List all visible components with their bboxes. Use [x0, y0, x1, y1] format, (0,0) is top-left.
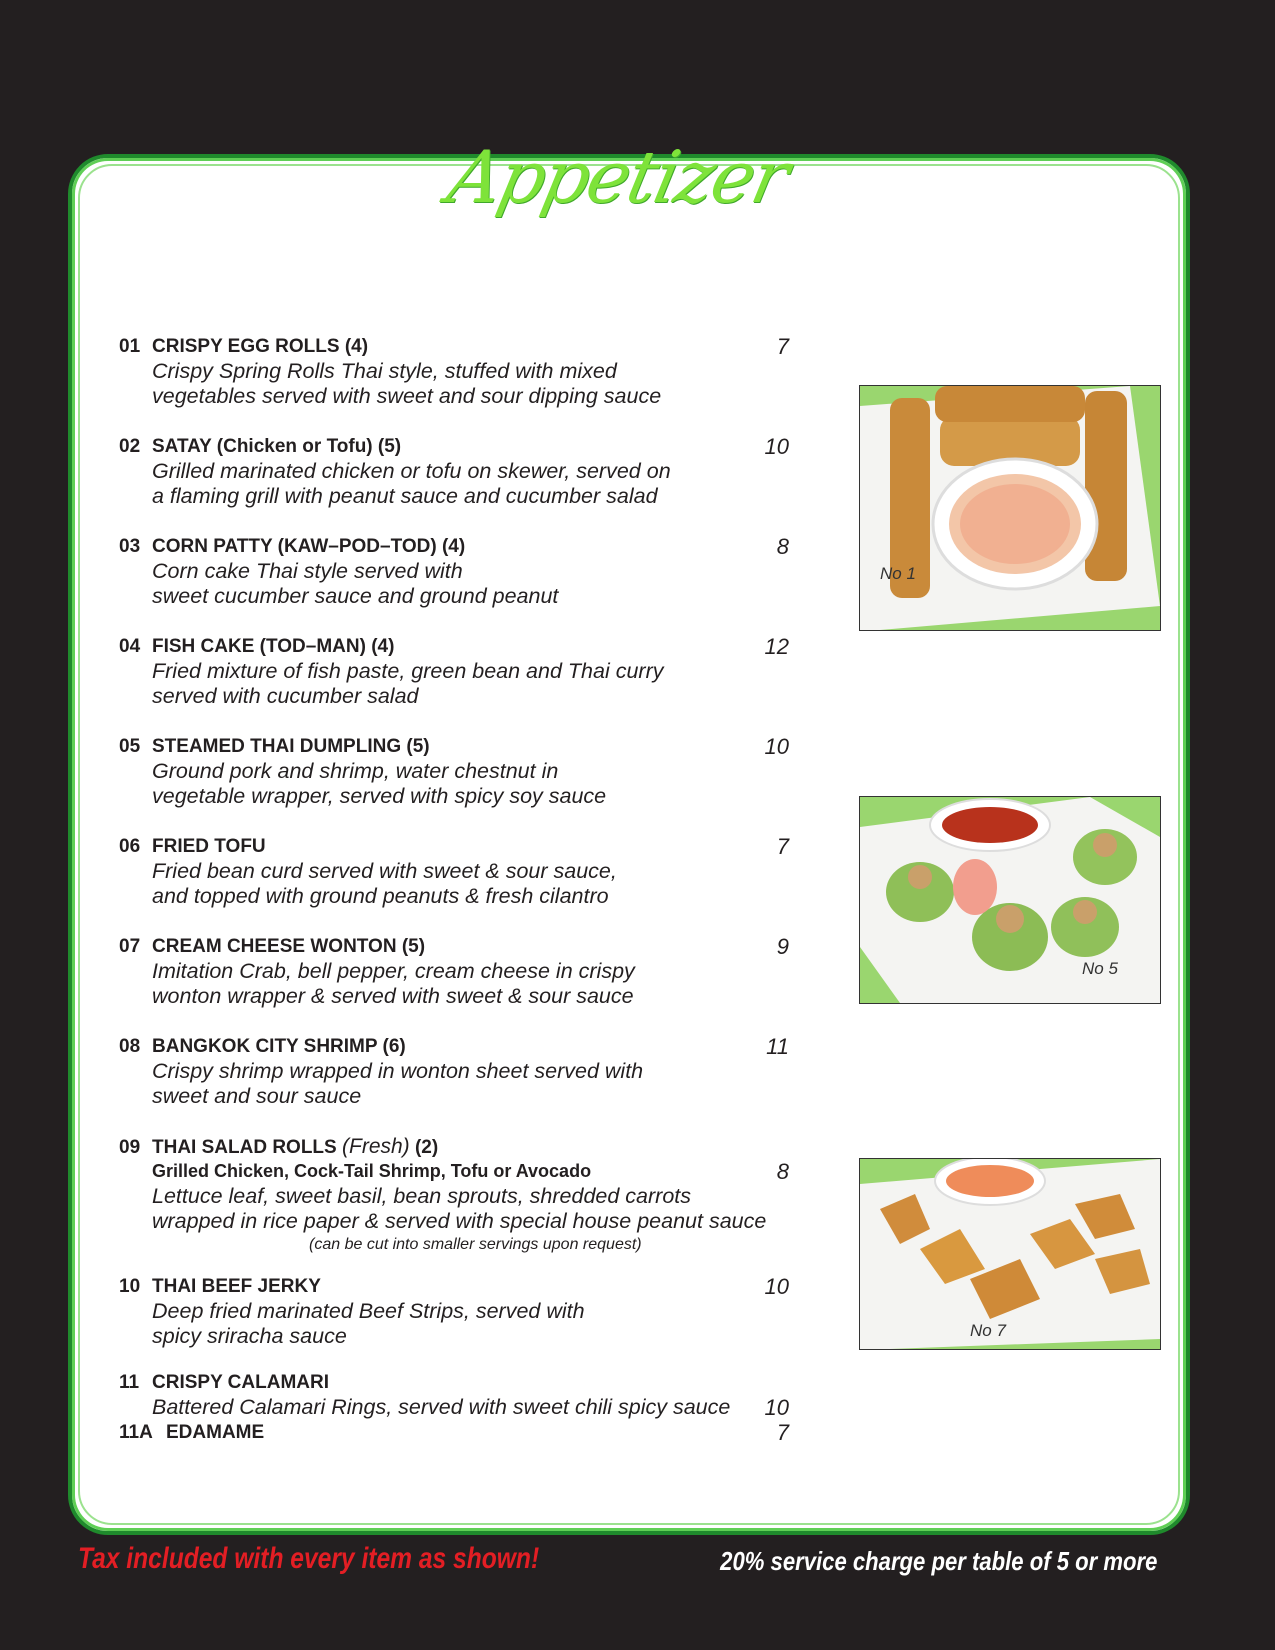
item-description: spicy sriracha sauce: [152, 1324, 347, 1348]
photo-caption: No 5: [1082, 959, 1118, 978]
tax-notice: Tax included with every item as shown!: [78, 1542, 540, 1575]
item-description: Fried bean curd served with sweet & sour sauce,: [152, 859, 617, 883]
item-name: FISH CAKE (TOD–MAN) (4): [152, 636, 395, 657]
item-description: wonton wrapper & served with sweet & sour sauce: [152, 984, 634, 1008]
item-number: 09: [119, 1137, 141, 1158]
item-count: (2): [414, 1137, 439, 1158]
item-number: 11A: [119, 1422, 153, 1443]
item-name: EDAMAME: [166, 1422, 265, 1443]
item-name: STEAMED THAI DUMPLING (5): [152, 736, 430, 757]
item-number: 04: [119, 636, 141, 657]
item-price: 10: [764, 734, 789, 759]
item-options: Grilled Chicken, Cock-Tail Shrimp, Tofu or Avocado: [152, 1161, 592, 1181]
item-price: 10: [764, 434, 789, 459]
item-number: 06: [119, 836, 141, 857]
item-description: sweet and sour sauce: [152, 1084, 362, 1108]
item-number: 07: [119, 936, 141, 957]
photo-egg-rolls: [859, 385, 1161, 631]
item-price: 11: [766, 1034, 789, 1059]
menu-item-08: [119, 1034, 789, 1109]
item-fresh-label: (Fresh): [342, 1135, 410, 1158]
item-name: THAI SALAD ROLLS: [152, 1137, 337, 1158]
item-name: FRIED TOFU: [152, 836, 266, 857]
item-description: Imitation Crab, bell pepper, cream cheese in crispy: [152, 959, 635, 983]
item-price: 7: [776, 834, 789, 859]
item-name: CORN PATTY (KAW–POD–TOD) (4): [152, 536, 466, 557]
item-description: served with cucumber salad: [152, 684, 419, 708]
item-description: a flaming grill with peanut sauce and cucumber salad: [152, 484, 658, 508]
photo-caption: No 1: [880, 564, 916, 583]
photo-dumplings: [859, 796, 1161, 1004]
item-price: 7: [776, 334, 789, 359]
item-price: 7: [776, 1420, 789, 1445]
item-number: 02: [119, 436, 141, 457]
item-description: wrapped in rice paper & served with special house peanut sauce: [152, 1209, 767, 1233]
menu-item-11a: [119, 1420, 789, 1445]
item-price: 8: [776, 1159, 789, 1184]
item-name: THAI BEEF JERKY: [152, 1276, 321, 1297]
item-description: sweet cucumber sauce and ground peanut: [152, 584, 559, 608]
item-name: CREAM CHEESE WONTON (5): [152, 936, 426, 957]
photo-caption: No 7: [970, 1321, 1006, 1340]
item-description: Fried mixture of fish paste, green bean and Thai curry: [152, 659, 664, 683]
item-note: (can be cut into smaller servings upon request): [309, 1236, 642, 1253]
menu-item-09: [119, 1134, 789, 1256]
item-name: BANGKOK CITY SHRIMP (6): [152, 1036, 406, 1057]
item-price: 10: [764, 1395, 789, 1420]
item-price: 8: [776, 534, 789, 559]
service-charge-notice: 20% service charge per table of 5 or more: [719, 1546, 1157, 1576]
item-name: SATAY (Chicken or Tofu) (5): [152, 436, 402, 457]
photo-wontons: [859, 1158, 1161, 1350]
item-name: CRISPY CALAMARI: [152, 1372, 329, 1393]
item-name: CRISPY EGG ROLLS (4): [152, 336, 369, 357]
item-number: 11: [119, 1372, 140, 1393]
menu-item-06: [119, 834, 789, 909]
menu-item-02: [119, 434, 789, 509]
item-description: Ground pork and shrimp, water chestnut in: [152, 759, 559, 783]
menu-item-07: [119, 934, 789, 1009]
item-number: 05: [119, 736, 141, 757]
menu-item-01: [119, 334, 789, 409]
item-description: vegetables served with sweet and sour dipping sauce: [152, 384, 662, 408]
item-description: Corn cake Thai style served with: [152, 559, 463, 583]
item-price: 9: [776, 934, 789, 959]
menu-item-11: [119, 1370, 789, 1420]
menu-item-04: [119, 634, 789, 709]
menu-item-10: [119, 1274, 789, 1349]
wontons-image: [860, 1159, 1160, 1349]
menu-item-03: [119, 534, 789, 609]
item-description: Grilled marinated chicken or tofu on skewer, served on: [152, 459, 671, 483]
item-number: 08: [119, 1036, 141, 1057]
page-title: Appetizer: [441, 135, 795, 219]
item-number: 03: [119, 536, 141, 557]
item-price: 12: [764, 634, 789, 659]
item-description: Crispy Spring Rolls Thai style, stuffed with mixed: [152, 359, 617, 383]
item-description: Lettuce leaf, sweet basil, bean sprouts, shredded carrots: [152, 1184, 692, 1208]
item-description: Deep fried marinated Beef Strips, served with: [152, 1299, 585, 1323]
item-price: 10: [764, 1274, 789, 1299]
item-description: and topped with ground peanuts & fresh cilantro: [152, 884, 609, 908]
item-number: 01: [119, 336, 141, 357]
item-description: Battered Calamari Rings, served with sweet chili spicy sauce: [152, 1395, 731, 1419]
item-description: Crispy shrimp wrapped in wonton sheet served with: [152, 1059, 644, 1083]
egg-rolls-image: [860, 386, 1160, 630]
item-number: 10: [119, 1276, 141, 1297]
menu-item-05: [119, 734, 789, 809]
item-description: vegetable wrapper, served with spicy soy sauce: [152, 784, 607, 808]
